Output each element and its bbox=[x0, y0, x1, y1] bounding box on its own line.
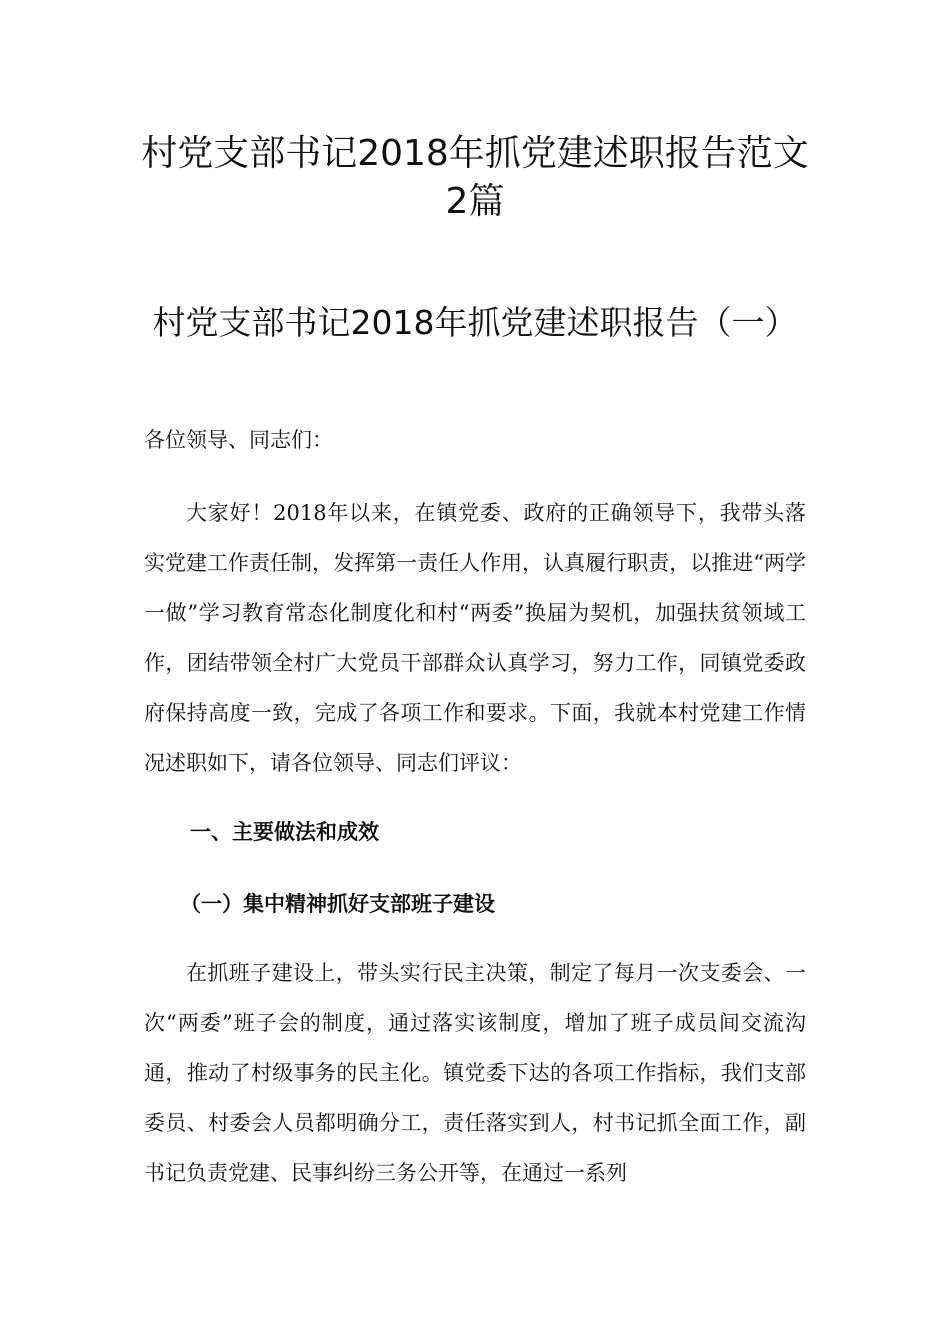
paragraph-team-building: 在抓班子建设上，带头实行民主决策，制定了每月一次支委会、一次“两委”班子会的制度，通过落实该制度，增加了班子成员间交流沟通，推动了村级事务的民主化。镇党委下达的各项工作指标，我们支部委员、村委会人员都明确分工，责任落实到人，村书记抓全面工作，副书记负责党建、民事纠纷三务公开等，在通过一系列 bbox=[144, 961, 806, 1185]
document-title bbox=[60, 130, 890, 226]
greeting: 各位领导、同志们： bbox=[144, 428, 333, 452]
paragraph-introduction: 大家好！2018年以来，在镇党委、政府的正确领导下，我带头落实党建工作责任制，发挥第一责任人作用，认真履行职责，以推进“两学一做”学习教育常态化制度化和村“两委”换届为契机，加强扶贫领域工作，团结带领全村广大党员干部群众认真学习，努力工作，同镇党委政府保持高度一致，完成了各项工作和要求。下面，我就本村党建工作情况述职如下，请各位领导、同志们评议： bbox=[144, 501, 806, 775]
document-title-line-2: 2篇 bbox=[445, 181, 505, 222]
report-subtitle: 村党支部书记2018年抓党建述职报告（一） bbox=[152, 303, 798, 342]
document-title-line-1: 村党支部书记2018年抓党建述职报告范文 bbox=[141, 133, 809, 174]
subsection-heading: （一）集中精神抓好支部班子建设 bbox=[180, 891, 495, 916]
section-heading: 一、主要做法和成效 bbox=[190, 819, 379, 844]
